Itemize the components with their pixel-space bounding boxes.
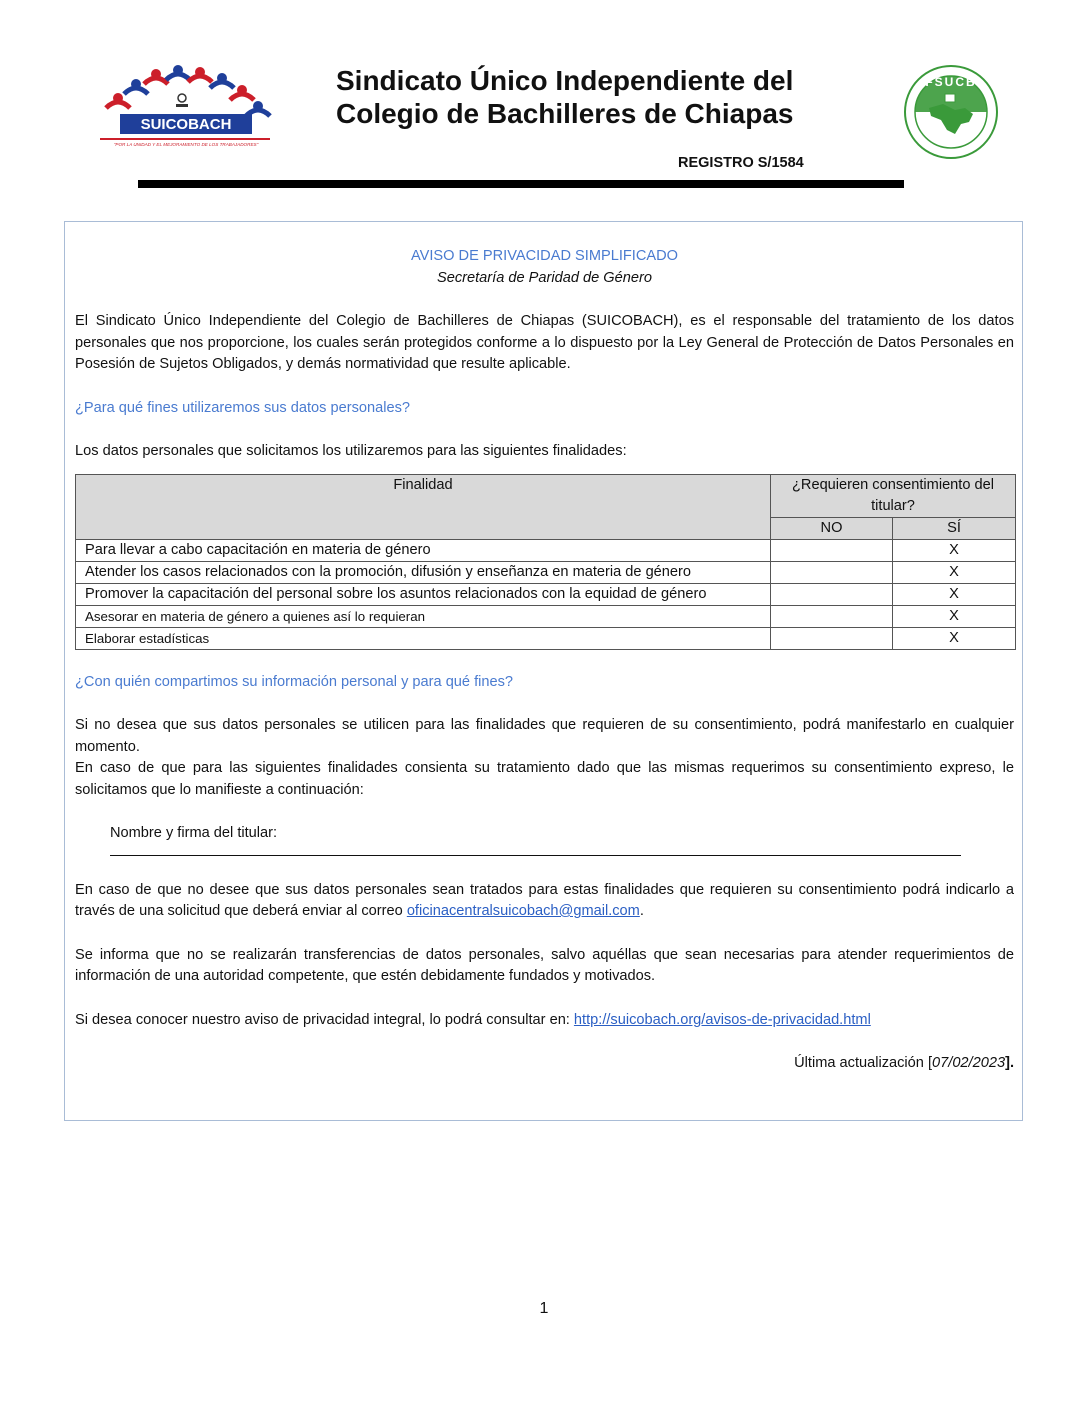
notice-subtitle: Secretaría de Paridad de Género	[437, 269, 652, 286]
email-paragraph	[75, 880, 1014, 923]
update-bracket-close: ].	[1005, 1055, 1014, 1071]
suicobach-logo	[96, 62, 274, 148]
header-rule	[138, 180, 904, 188]
logo-left-text: SUICOBACH	[140, 116, 232, 133]
privacy-notice-content	[75, 246, 1014, 1075]
question-fines-heading: ¿Para qué fines utilizaremos sus datos personales?	[75, 399, 411, 416]
email-link[interactable]: oficinacentralsuicobach@gmail.com	[406, 903, 640, 919]
si-cell: X	[893, 583, 1016, 605]
no-cell	[771, 539, 893, 561]
transfer-paragraph: Se informa que no se realizarán transferencias de datos personales, salvo aquéllas que sean necesarias para atender requerimientos de información de una autoridad competente, que estén debidamente fundados y motivados.	[75, 946, 1014, 984]
table-row	[76, 539, 1016, 561]
si-cell: X	[893, 561, 1016, 583]
update-bracket-open: [	[927, 1055, 933, 1071]
header-title-line-2: Colegio de Bachilleres de Chiapas	[336, 98, 794, 129]
col-consent-header: ¿Requieren consentimiento del titular?	[771, 474, 1016, 517]
header-title	[336, 64, 876, 130]
question-share-heading: ¿Con quién compartimos su información personal y para qué fines?	[75, 673, 514, 690]
no-cell	[771, 583, 893, 605]
email-text-before: En caso de que no desee que sus datos personales sean tratados para estas finalidades que requieren su consentimiento podrá indicarlo a través de una solicitud que deberá enviar al correo	[75, 881, 1014, 919]
privacy-notice-box	[64, 221, 1023, 1121]
integral-link[interactable]: http://suicobach.org/avisos-de-privacidad.html	[573, 1011, 871, 1028]
share-paragraph-2: En caso de que para las siguientes finalidades consienta su tratamiento dado que las mismas requerimos su consentimiento expreso, le solicitamos que lo manifieste a continuación:	[75, 760, 1014, 798]
logo-left-motto: "POR LA UNIDAD Y EL MEJORAMIENTO DE LOS TRABAJADORES"	[113, 142, 259, 147]
si-cell: X	[893, 627, 1016, 649]
si-cell: X	[893, 539, 1016, 561]
last-update	[75, 1053, 1014, 1075]
table-row	[76, 583, 1016, 605]
fsucb-seal	[903, 64, 999, 160]
si-cell: X	[893, 605, 1016, 627]
email-text-after: .	[639, 903, 644, 919]
registro-number: REGISTRO S/1584	[678, 155, 804, 171]
finalidad-cell: Elaborar estadísticas	[76, 627, 771, 649]
no-cell	[771, 627, 893, 649]
no-cell	[771, 561, 893, 583]
people-arc-icon	[106, 65, 270, 116]
integral-paragraph	[75, 1010, 1014, 1032]
finalidad-cell: Promover la capacitación del personal sobre los asuntos relacionados con la equidad de género	[76, 583, 771, 605]
table-row	[76, 561, 1016, 583]
intro-paragraph: El Sindicato Único Independiente del Colegio de Bachilleres de Chiapas (SUICOBACH), es el responsable del tratamiento de los datos personales que nos proporcione, los cuales serán protegidos conforme a lo dispuesto por la Ley General de Protección de Datos Personales en Posesión de Sujetos Obligados, y demás normatividad que resulte aplicable.	[75, 313, 1014, 372]
table-row	[76, 627, 1016, 649]
notice-title: AVISO DE PRIVACIDAD SIMPLIFICADO	[410, 248, 679, 264]
header-title-line-1: Sindicato Único Independiente del	[336, 65, 794, 96]
update-date: 07/02/2023	[932, 1055, 1006, 1071]
share-paragraph-1: Si no desea que sus datos personales se utilicen para las finalidades que requieren de su consentimiento, podrá manifestarlo en cualquier momento.	[75, 717, 1014, 755]
finalidad-cell: Asesorar en materia de género a quienes así lo requieran	[76, 605, 771, 627]
table-row	[76, 605, 1016, 627]
finalidad-cell: Atender los casos relacionados con la promoción, difusión y enseñanza en materia de género	[76, 561, 771, 583]
no-cell	[771, 605, 893, 627]
update-label: Última actualización	[794, 1055, 928, 1071]
integral-text-before: Si desea conocer nuestro aviso de privacidad integral, lo podrá consultar en:	[75, 1011, 574, 1028]
col-finalidad-header: Finalidad	[76, 474, 771, 539]
logo-right-text: FSUCB	[925, 75, 977, 89]
finalidad-cell: Para llevar a cabo capacitación en materia de género	[76, 539, 771, 561]
finalidades-table	[75, 474, 1016, 650]
col-si-header: SÍ	[893, 517, 1016, 539]
signature-line[interactable]	[110, 845, 961, 856]
signature-label: Nombre y firma del titular:	[110, 825, 278, 841]
page-number: 1	[539, 1300, 549, 1317]
fines-intro-text: Los datos personales que solicitamos los utilizaremos para las siguientes finalidades:	[75, 443, 627, 459]
col-no-header: NO	[771, 517, 893, 539]
